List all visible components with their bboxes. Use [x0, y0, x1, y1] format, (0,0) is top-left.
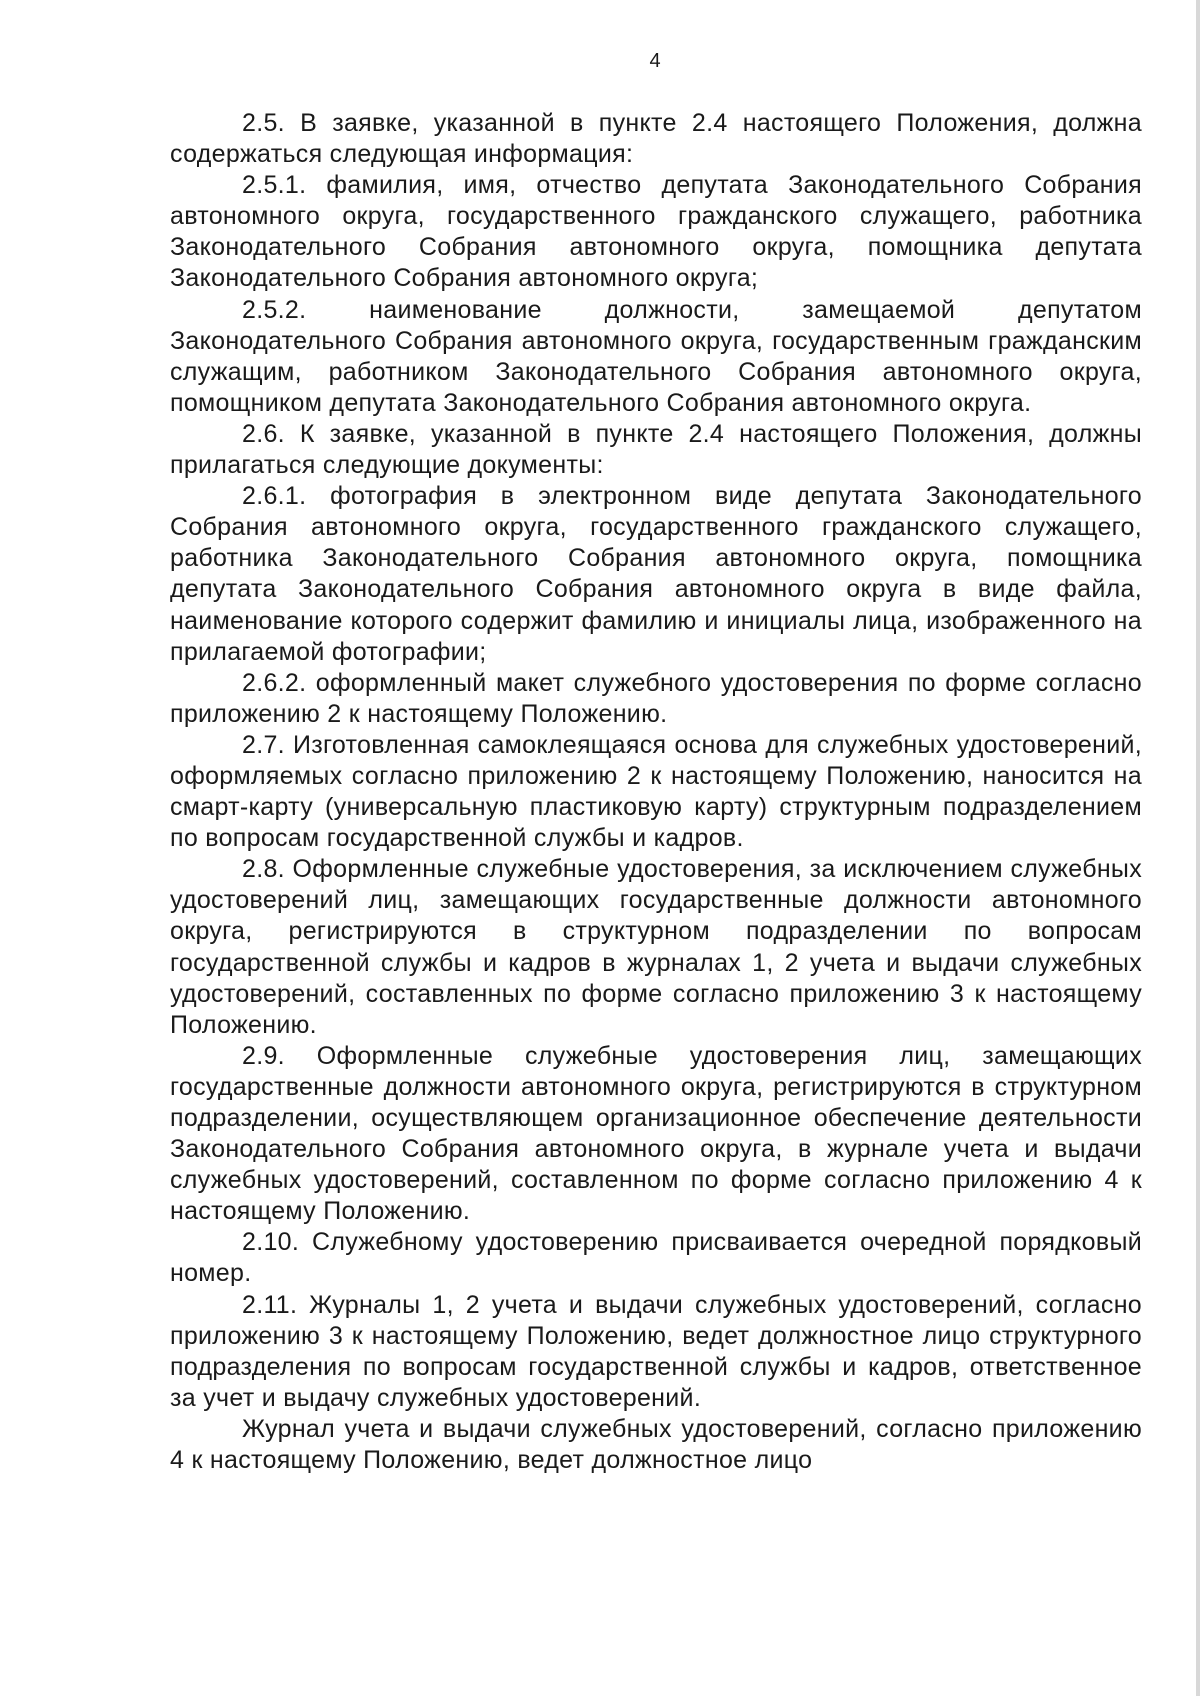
- paragraph-journal: Журнал учета и выдачи служебных удостоверений, согласно приложению 4 к настоящему Положению, ведет должностное лицо: [170, 1414, 1142, 1475]
- page-number: 4: [649, 50, 661, 72]
- paragraph-2-6-2: 2.6.2. оформленный макет служебного удостоверения по форме согласно приложению 2 к настоящему Положению.: [170, 668, 1142, 728]
- paragraph-2-8: 2.8. Оформленные служебные удостоверения, за исключением служебных удостоверений лиц, замещающих государственные должности автономного округа, регистрируются в структурном подразделении по вопросам государственной службы и кадров в журналах 1, 2 учета и выдачи служебных удостоверений, составленных по форме согласно приложению 3 к настоящему Положению.: [170, 855, 1142, 1039]
- paragraph-2-5: 2.5. В заявке, указанной в пункте 2.4 настоящего Положения, должна содержаться следующая информация:: [170, 109, 1142, 169]
- document-body: [170, 108, 1142, 1476]
- page-edge: [1196, 0, 1200, 1696]
- paragraph-2-9: 2.9. Оформленные служебные удостоверения лиц, замещающих государственные должности автономного округа, регистрируются в структурном подразделении, осуществляющем организационное обеспечение деятельности Законодательного Собрания автономного округа, в журнале учета и выдачи служебных удостоверений, составленном по форме согласно приложению 4 к настоящему Положению.: [170, 1041, 1142, 1226]
- paragraph-2-11: 2.11. Журналы 1, 2 учета и выдачи служебных удостоверений, согласно приложению 3 к настоящему Положению, ведет должностное лицо структурного подразделения по вопросам государственной службы и кадров, ответственное за учет и выдачу служебных удостоверений.: [170, 1290, 1142, 1412]
- paragraph-2-6-1: 2.6.1. фотография в электронном виде депутата Законодательного Собрания автономного округа, государственного гражданского служащего, работника Законодательного Собрания автономного округа, помощника депутата Законодательного Собрания автономного округа в виде файла, наименование которого содержит фамилию и инициалы лица, изображенного на прилагаемой фотографии;: [170, 482, 1142, 666]
- paragraph-2-7: 2.7. Изготовленная самоклеящаяся основа для служебных удостоверений, оформляемых согласно приложению 2 к настоящему Положению, наносится на смарт-карту (универсальную пластиковую карту) структурным подразделением по вопросам государственной службы и кадров.: [170, 730, 1142, 853]
- paragraph-2-10: 2.10. Служебному удостоверению присваивается очередной порядковый номер.: [170, 1228, 1142, 1288]
- paragraph-2-6: 2.6. К заявке, указанной в пункте 2.4 настоящего Положения, должны прилагаться следующие документы:: [170, 419, 1142, 480]
- paragraph-2-5-2: 2.5.2. наименование должности, замещаемой депутатом Законодательного Собрания автономного округа, государственным гражданским служащим, работником Законодательного Собрания автономного округа, помощником депутата Законодательного Собрания автономного округа.: [170, 295, 1142, 417]
- paragraph-2-5-1: 2.5.1. фамилия, имя, отчество депутата Законодательного Собрания автономного округа, государственного гражданского служащего, работника Законодательного Собрания автономного округа, помощника депутата Законодательного Собрания автономного округа;: [170, 171, 1142, 293]
